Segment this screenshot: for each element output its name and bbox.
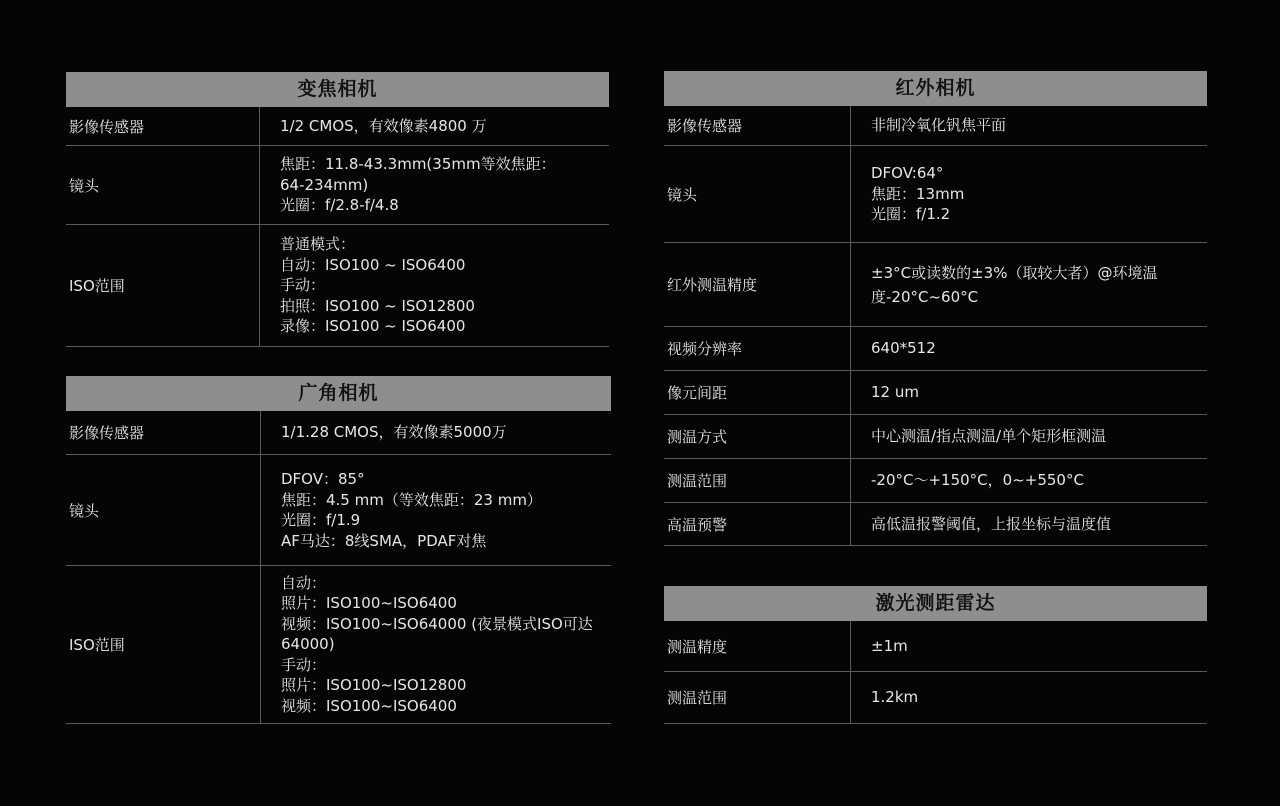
value-line: 录像：ISO100 ~ ISO6400: [280, 317, 466, 336]
table-row: [664, 621, 1207, 672]
row-label: 视频分辨率: [664, 327, 851, 370]
value-line: 64-234mm): [280, 175, 369, 194]
value-line: 光圈：f/1.2: [871, 205, 951, 224]
row-label: ISO范围: [66, 225, 260, 346]
value-line: 光圈：f/1.9: [281, 511, 361, 529]
table-title: 变焦相机: [66, 72, 609, 107]
value-line: AF马达：8线SMA，PDAF对焦: [281, 531, 487, 550]
value-line: 手动：: [280, 276, 326, 295]
row-label: 影像传感器: [66, 107, 260, 145]
table-row: [66, 107, 609, 146]
value-line: 1/2 CMOS，有效像素4800 万: [280, 116, 487, 135]
value-line: 视频：ISO100~ISO64000 (夜景模式ISO可达: [281, 614, 593, 633]
value-line: 普通模式：: [280, 235, 356, 254]
row-value: [261, 411, 507, 454]
value-line: 度-20°C~60°C: [871, 287, 979, 306]
value-line: 中心测温/指点测温/单个矩形框测温: [871, 427, 1107, 446]
value-line: 1/1.28 CMOS，有效像素5000万: [281, 423, 507, 442]
value-line: 自动：ISO100 ~ ISO6400: [280, 255, 466, 274]
value-line: 自动：: [281, 573, 327, 592]
row-value: [851, 503, 1111, 545]
table-row: [664, 415, 1207, 459]
value-line: 高低温报警阈值，上报坐标与温度值: [871, 514, 1112, 533]
row-label: 像元间距: [664, 371, 851, 414]
row-value: [851, 371, 919, 414]
value-line: ±1m: [871, 636, 908, 655]
value-line: 1.2km: [871, 688, 919, 707]
table-row: [66, 225, 609, 347]
row-label: 测温精度: [664, 621, 851, 671]
value-line: 照片：ISO100~ISO12800: [281, 676, 467, 695]
table-row: [664, 146, 1207, 243]
row-value: [260, 225, 475, 346]
row-label: ISO范围: [66, 566, 261, 723]
row-label: 镜头: [664, 146, 851, 242]
row-label: 镜头: [66, 455, 261, 565]
table-title: 红外相机: [664, 71, 1207, 106]
row-value: [851, 106, 1006, 145]
table-row: [66, 146, 609, 225]
row-value: [851, 327, 936, 370]
row-value: [851, 672, 918, 723]
value-line: 照片：ISO100~ISO6400: [281, 594, 457, 613]
row-label: 影像传感器: [664, 106, 851, 145]
value-line: 光圈：f/2.8-f/4.8: [280, 196, 399, 215]
value-line: 手动：: [281, 655, 327, 674]
value-line: 12 um: [871, 383, 919, 402]
row-label: 影像传感器: [66, 411, 261, 454]
value-line: 非制冷氧化钒焦平面: [871, 116, 1007, 135]
table-row: [664, 106, 1207, 146]
wide-camera-table: [66, 376, 611, 724]
row-label: 高温预警: [664, 503, 851, 545]
value-line: 64000): [281, 635, 335, 654]
row-label: 测温范围: [664, 672, 851, 723]
table-row: [664, 459, 1207, 503]
table-row: [66, 455, 611, 566]
value-line: DFOV:64°: [871, 164, 944, 183]
value-line: ±3°C或读数的±3%（取较大者）@环境温: [871, 263, 1158, 282]
zoom-camera-table: [66, 72, 609, 347]
infrared-camera-table: [664, 71, 1207, 546]
value-line: 视频：ISO100~ISO6400: [281, 696, 457, 715]
row-value: [851, 415, 1106, 458]
table-row: [664, 243, 1207, 327]
row-value: [851, 621, 908, 671]
row-label: 测温方式: [664, 415, 851, 458]
table-row: [66, 566, 611, 724]
table-row: [664, 327, 1207, 371]
value-line: 拍照：ISO100 ~ ISO12800: [280, 296, 475, 315]
value-line: 焦距：11.8-43.3mm(35mm等效焦距：: [280, 155, 556, 174]
table-row: [664, 503, 1207, 546]
value-line: 焦距：13mm: [871, 184, 965, 203]
row-value: [851, 146, 964, 242]
row-value: [260, 146, 556, 224]
row-value: [851, 243, 1157, 326]
laser-rangefinder-table: [664, 586, 1207, 724]
row-value: [261, 455, 542, 565]
value-line: 640*512: [871, 339, 936, 358]
table-row: [664, 371, 1207, 415]
row-label: 测温范围: [664, 459, 851, 502]
row-value: [851, 459, 1084, 502]
value-line: -20°C～+150°C，0~+550°C: [871, 471, 1084, 490]
table-title: 广角相机: [66, 376, 611, 411]
row-value: [260, 107, 487, 145]
table-title: 激光测距雷达: [664, 586, 1207, 621]
table-row: [66, 411, 611, 455]
row-value: [261, 566, 593, 723]
value-line: 焦距：4.5 mm（等效焦距：23 mm）: [281, 490, 542, 509]
value-line: DFOV：85°: [281, 470, 365, 488]
row-label: 镜头: [66, 146, 260, 224]
row-label: 红外测温精度: [664, 243, 851, 326]
table-row: [664, 672, 1207, 724]
